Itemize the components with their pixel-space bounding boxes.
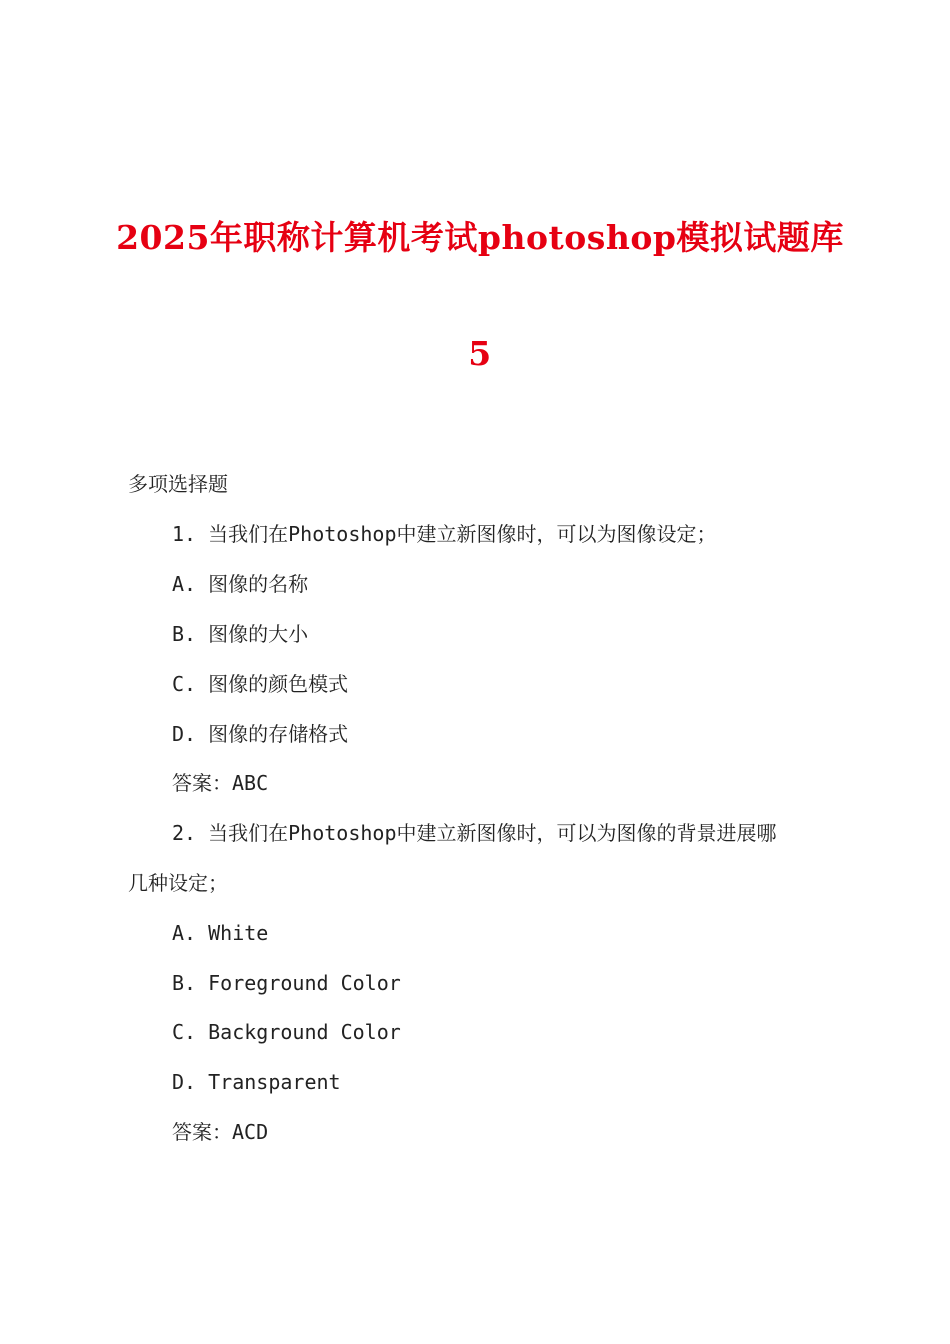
question-1-option-a: A. 图像的名称 [172, 572, 309, 596]
question-1-stem: 1. 当我们在Photoshop中建立新图像时，可以为图像设定； [172, 522, 717, 546]
question-1-option-b: B. 图像的大小 [172, 622, 309, 646]
section-heading: 多项选择题 [128, 472, 228, 496]
question-2-option-d: D. Transparent [172, 1070, 341, 1094]
question-1-answer: 答案：ABC [172, 771, 269, 795]
question-2-stem-line1: 2. 当我们在Photoshop中建立新图像时，可以为图像的背景进展哪 [172, 821, 777, 845]
question-2-answer: 答案：ACD [172, 1120, 269, 1144]
question-2-option-b: B. Foreground Color [172, 971, 401, 995]
document-title-line2: 5 [468, 334, 492, 373]
document-title-line1: 2025年职称计算机考试photoshop模拟试题库 [116, 218, 844, 257]
question-1-option-c: C. 图像的颜色模式 [172, 672, 349, 696]
question-2-option-a: A. White [172, 921, 269, 945]
question-2-option-c: C. Background Color [172, 1020, 401, 1044]
question-1-option-d: D. 图像的存储格式 [172, 722, 349, 746]
question-2-stem-line2: 几种设定； [128, 871, 228, 895]
